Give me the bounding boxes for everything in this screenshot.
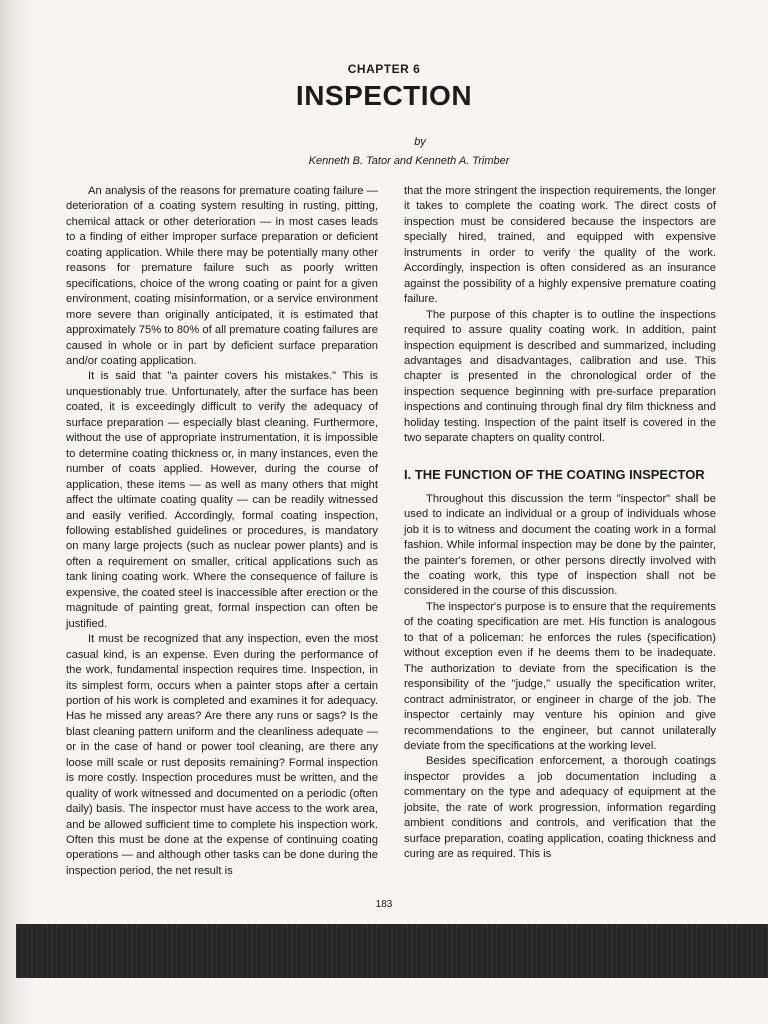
- paragraph: Besides specification enforcement, a thorough coatings inspector provides a job documentation including a commentary on the type and adequacy of equipment at the jobsite, the rate of work progression, information regarding ambient conditions and controls, and verification that the surface preparation, coating application, coating thickness and curing are as required. This is: [404, 755, 716, 861]
- paragraph: Throughout this discussion the term "inspector" shall be used to indicate an individual or a group of individuals whose job it is to witness and document the coating work in a formal fashion. While informal inspection may be done by the painter, the painter's foremen, or other persons directly involved with the coating work, this type of inspection shall not be considered in the course of this discussion.: [404, 492, 716, 598]
- by-line: by: [414, 136, 426, 148]
- authors: Kenneth B. Tator and Kenneth A. Trimber: [308, 155, 510, 167]
- paragraph: that the more stringent the inspection requirements, the longer it takes to complete the coating work. The direct costs of inspection must be considered because the inspectors are specially hired, trained, and equipped with expensive instruments in order to verify the quality of the work. Accordingly, inspection is often considered as an insurance against the possibility of a highly expensive premature coating failure.: [404, 185, 716, 306]
- scan-bottom-band: [16, 924, 768, 978]
- paragraph: An analysis of the reasons for premature coating failure — deterioration of a coating system resulting in rusting, pitting, chemical attack or other deterioration — in most cases leads to a finding of either improper surface preparation or deficient coating application. While there may be potentially many other reasons for premature failure such as poorly written specifications, choice of the wrong coating or paint for a given environment, coating misinformation, or a service environment more severe than originally anticipated, it is estimated that approximately 75% to 80% of all premature coating failures are caused in whole or in part by deficient surface preparation and/or coating application.: [66, 185, 378, 367]
- right-column: [404, 184, 716, 863]
- paragraph: The inspector's purpose is to ensure that the requirements of the coating specification are met. His function is analogous to that of a policeman: he enforces the rules (specification) without exception even if he deems them to be inadequate. The authorization to deviate from the specification is the responsibility of the "judge," usually the specification writer, contract administrator, or engineer in charge of the job. The inspector certainly may venture his opinion and give recommendations to the engineer, but cannot unilaterally deviate from the specifications at the working level.: [404, 600, 716, 752]
- chapter-label: CHAPTER 6: [347, 62, 421, 76]
- left-column: [66, 184, 378, 879]
- section-heading: I. THE FUNCTION OF THE COATING INSPECTOR: [404, 466, 705, 482]
- paragraph: The purpose of this chapter is to outline the inspections required to assure quality coating work. In addition, paint inspection equipment is described and summarized, including advantages and disadvantages, calibration and use. This chapter is presented in the chronological order of the inspection sequence beginning with pre-surface preparation inspections and continuing through final dry film thickness and holiday testing. Inspection of the paint itself is covered in the two separate chapters on quality control.: [404, 308, 716, 445]
- paragraph: It must be recognized that any inspection, even the most casual kind, is an expense. Even during the performance of the work, fundamental inspection requires time. Inspection, in its simplest form, occurs when a painter stops after a certain portion of his work is completed and examines it for adequacy. Has he missed any areas? Are there any runs or sags? Is the blast cleaning pattern uniform and the cleanliness adequate — or in the case of hand or power tool cleaning, are there any loose mill scale or rust deposits remaining? Formal inspection is more costly. Inspection procedures must be written, and the quality of work witnessed and documented on a periodic (often daily) basis. The inspector must have access to the work area, and be allowed sufficient time to complete his inspection work. Often this must be done at the expense of continuing coating operations — and although other tasks can be done during the inspection period, the net result is: [66, 633, 378, 877]
- page-number: 183: [375, 899, 393, 910]
- paragraph: It is said that "a painter covers his mistakes." This is unquestionably true. Unfortunately, after the surface has been coated, it is exceedingly difficult to verify the adequacy of surface preparation — especially blast cleaning. Furthermore, without the use of appropriate instrumentation, it is impossible to determine coating thickness or, in many instances, even the number of coats applied. However, during the course of application, these items — as well as many others that might affect the ultimate coating quality — can be readily witnessed and easily verified. Accordingly, formal coating inspection, following established guidelines or procedures, is mandatory on many large projects (such as nuclear power plants) and is often a requirement on smaller, critical applications such as tank lining coating work. Where the consequence of failure is expensive, the coated steel is inaccessible after erection or the magnitude of painting great, formal inspection can often be justified.: [66, 370, 378, 630]
- scan-binding-shadow: [0, 0, 34, 1024]
- chapter-title: INSPECTION: [295, 80, 473, 111]
